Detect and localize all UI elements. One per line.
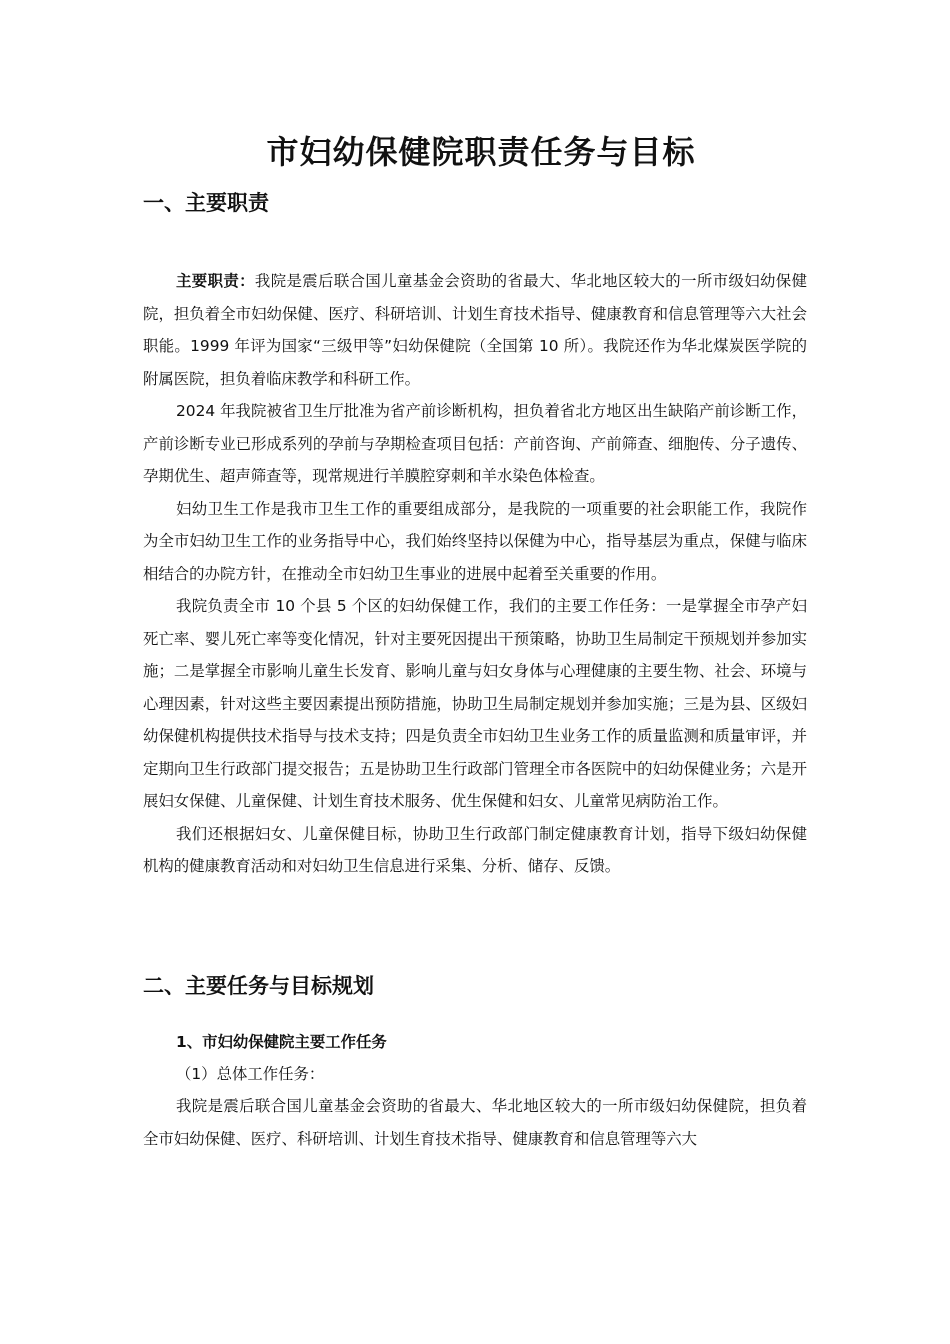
main-duties-label: 主要职责：	[176, 272, 255, 290]
paragraph-main-tasks: 我院负责全市 10 个县 5 个区的妇幼保健工作，我们的主要工作任务：一是掌握全市孕产妇死亡率、婴儿死亡率等变化情况，针对主要死因提出干预策略，协助卫生局制定干预规划并参加实施；二是掌握全市影响儿童生长发育、影响儿童与妇女身体与心理健康的主要生物、社会、环境与心理因素，针对这些主要因素提出预防措施，协助卫生局制定规划并参加实施；三是为县、区级妇幼保健机构提供技术指导与技术支持；四是负责全市妇幼卫生业务工作的质量监测和质量审评，并定期向卫生行政部门提交报告；五是协助卫生行政部门管理全市各医院中的妇幼保健业务；六是开展妇女保健、儿童保健、计划生育技术服务、优生保健和妇女、儿童常见病防治工作。	[143, 597, 807, 810]
main-duties-text: 我院是震后联合国儿童基金会资助的省最大、华北地区较大的一所市级妇幼保健院，担负着全市妇幼保健、医疗、科研培训、计划生育技术指导、健康教育和信息管理等六大社会职能。1999 年评为国家“三级甲等”妇幼保健院（全国第 10 所）。我院还作为华北煤炭医学院的附属医院，担负着临床教学和科研工作。	[143, 272, 807, 388]
section-heading-tasks-goals: 二、主要任务与目标规划	[143, 973, 374, 998]
subsection-overall-tasks: （1）总体工作任务：	[176, 1064, 325, 1083]
paragraph-overall-tasks-text: 我院是震后联合国儿童基金会资助的省最大、华北地区较大的一所市级妇幼保健院，担负着全市妇幼保健、医疗、科研培训、计划生育技术指导、健康教育和信息管理等六大	[143, 1097, 807, 1148]
document-page	[143, 118, 807, 1155]
section-heading-duties: 一、主要职责	[143, 191, 269, 215]
document-title: 市妇幼保健院职责任务与目标	[266, 133, 696, 171]
paragraph-maternal-child-health: 妇幼卫生工作是我市卫生工作的重要组成部分，是我院的一项重要的社会职能工作，我院作为全市妇幼卫生工作的业务指导中心，我们始终坚持以保健为中心，指导基层为重点，保健与临床相结合的办院方针，在推动全市妇幼卫生事业的进展中起着至关重要的作用。	[143, 499, 807, 583]
paragraph-prenatal-diagnosis: 2024 年我院被省卫生厅批准为省产前诊断机构，担负着省北方地区出生缺陷产前诊断工作，产前诊断专业已形成系列的孕前与孕期检查项目包括：产前咨询、产前筛查、细胞传、分子遗传、孕期优生、超声筛查等，现常规进行羊膜腔穿刺和羊水染色体检查。	[143, 402, 807, 485]
paragraph-health-education: 我们还根据妇女、儿童保健目标，协助卫生行政部门制定健康教育计划，指导下级妇幼保健机构的健康教育活动和对妇幼卫生信息进行采集、分析、储存、反馈。	[143, 824, 807, 875]
paragraph-main-duties	[143, 265, 807, 395]
subsection-heading-work-tasks: 1、市妇幼保健院主要工作任务	[176, 1032, 387, 1051]
